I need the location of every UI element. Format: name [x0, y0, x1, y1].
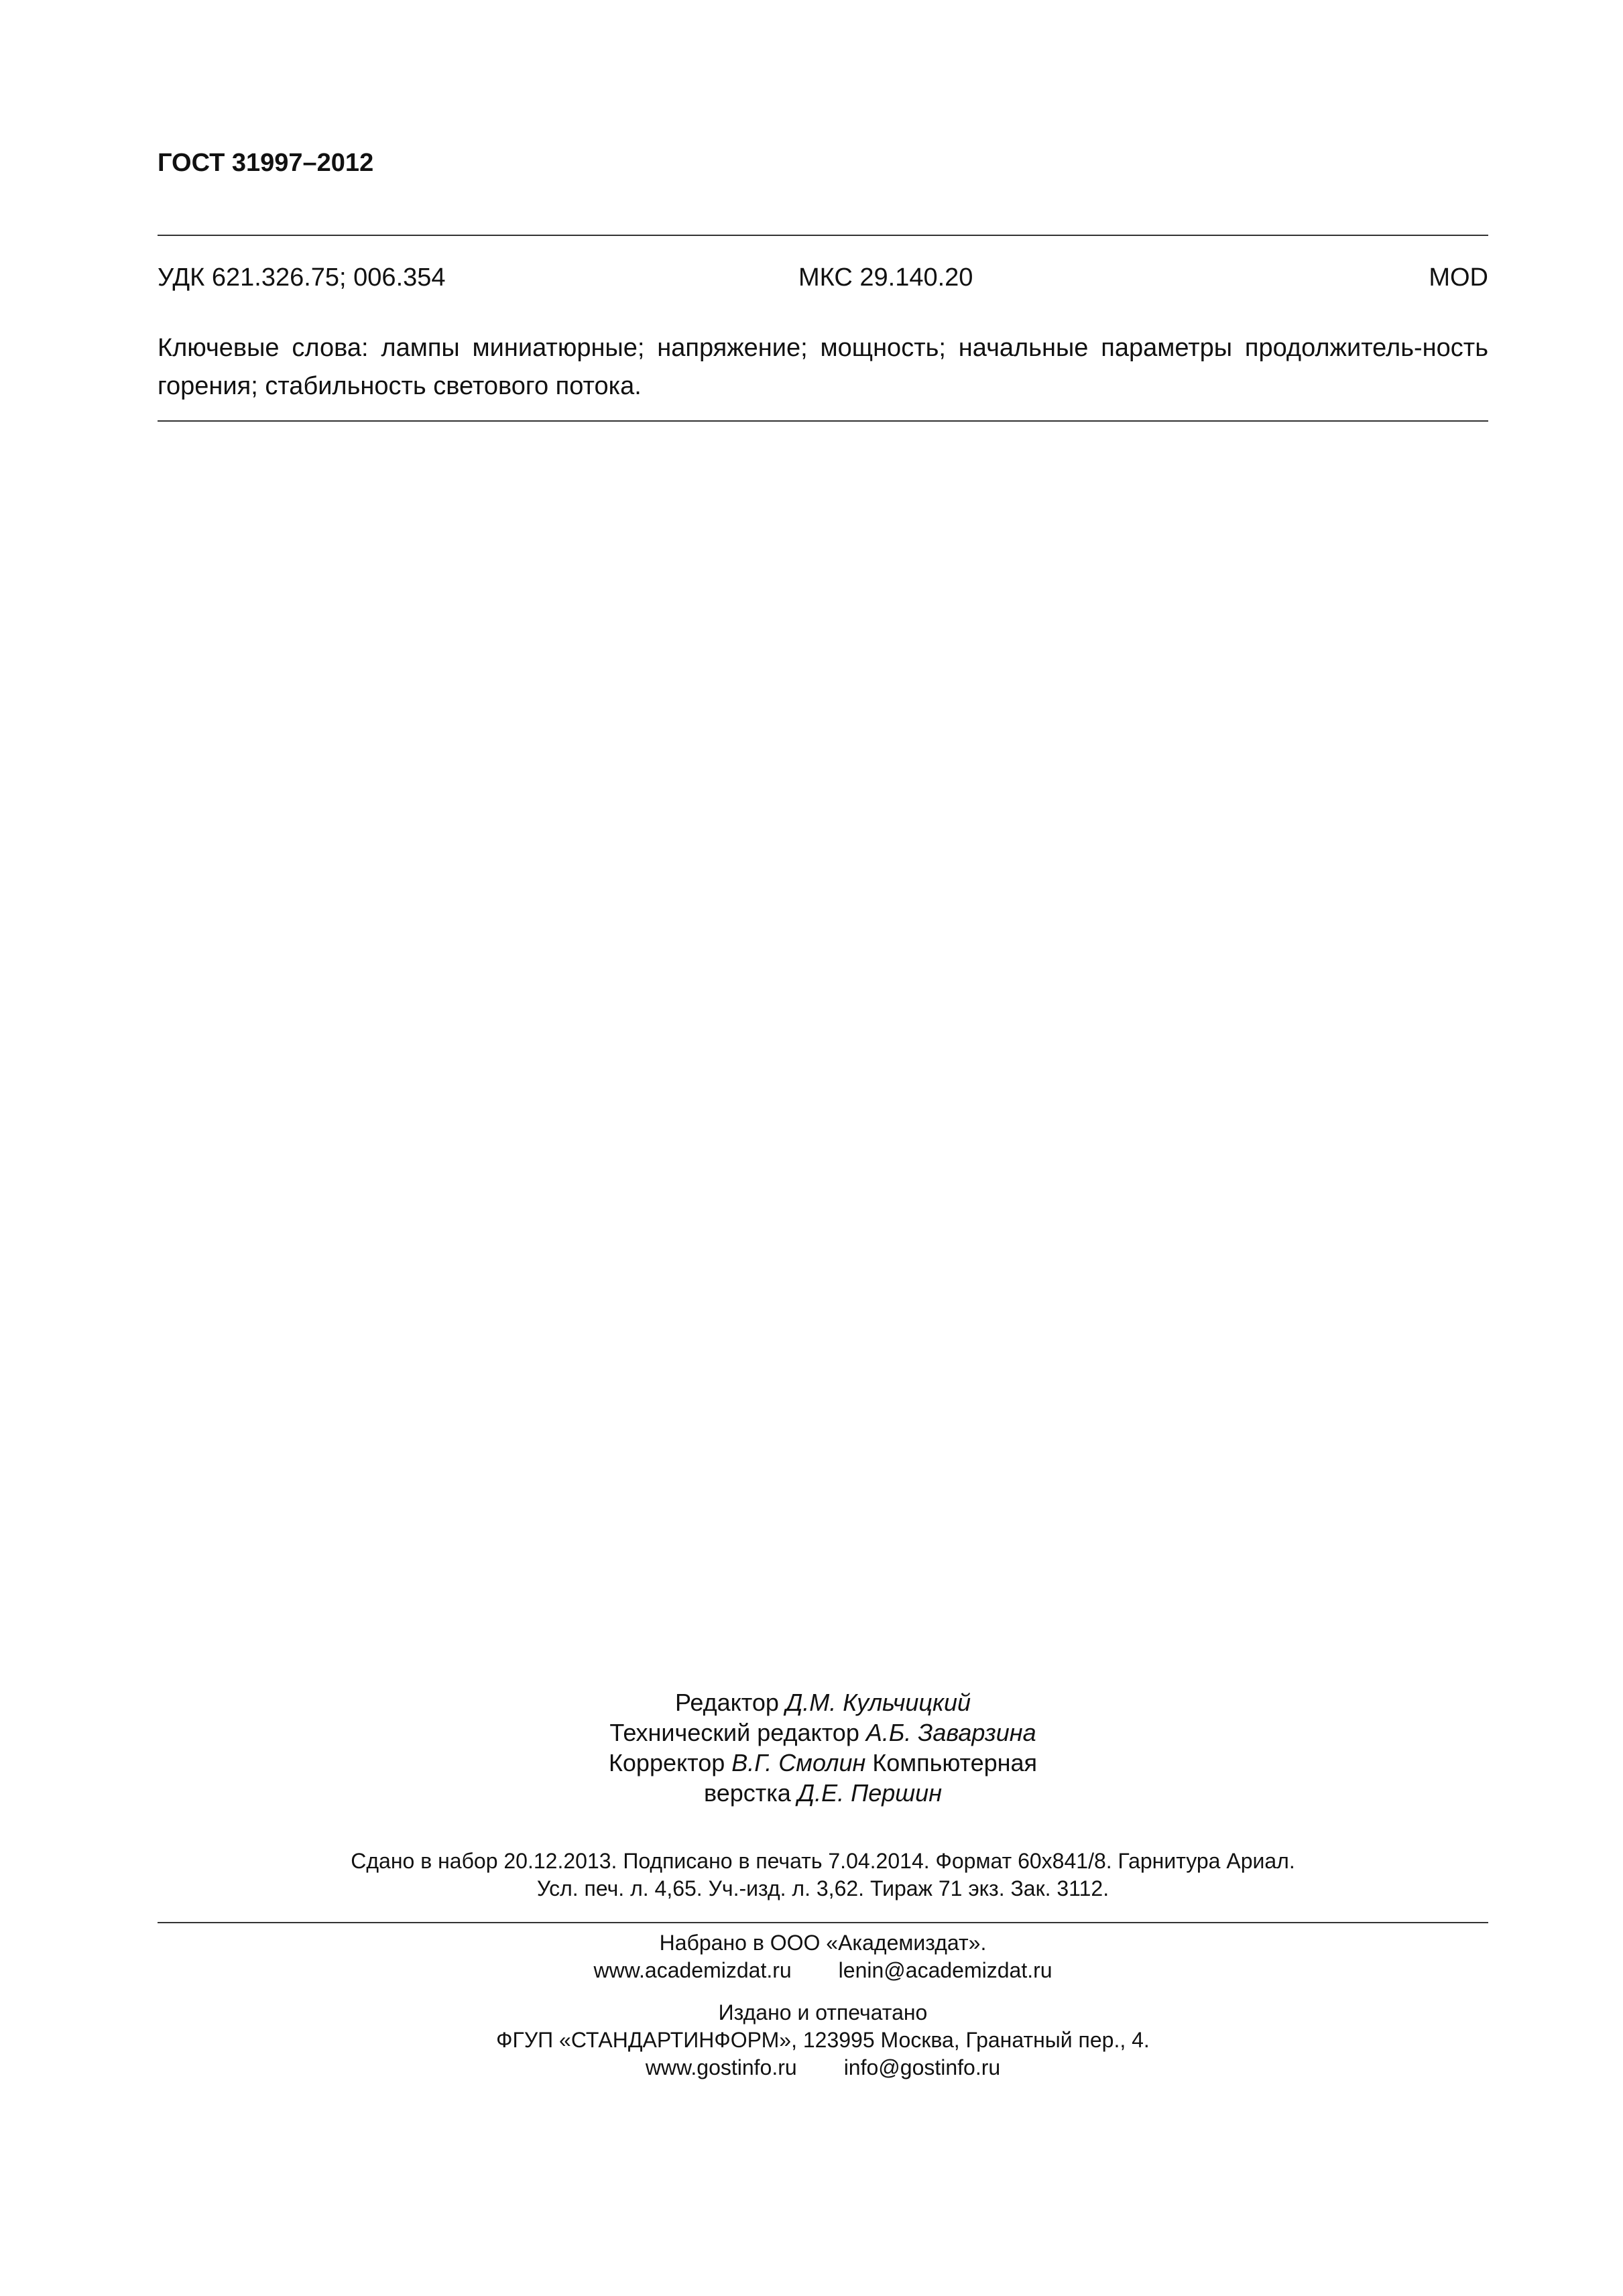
mod-label: MOD [1429, 263, 1488, 292]
imprint-block [158, 1848, 1488, 1902]
printer-contacts [158, 2054, 1488, 2081]
tech-editor-label: Технический редактор [609, 1719, 866, 1746]
layout-label-1: Компьютерная [865, 1749, 1038, 1776]
tech-editor-name: А.Б. Заварзина [865, 1719, 1036, 1746]
layout-label-2: верстка [703, 1779, 798, 1807]
mks-code: МКС 29.140.20 [798, 263, 973, 292]
publisher-block [158, 1929, 1488, 1984]
divider-imprint [158, 1922, 1488, 1923]
editor-name: Д.М. Кульчицкий [785, 1689, 971, 1716]
printer-block [158, 1999, 1488, 2081]
corrector-label: Корректор [608, 1749, 732, 1776]
publisher-email[interactable]: lenin@academizdat.ru [838, 1958, 1053, 1982]
imprint-line-1: Сдано в набор 20.12.2013. Подписано в печать 7.04.2014. Формат 60x841/8. Гарнитура Ариал. [351, 1849, 1295, 1873]
layout-line [158, 1778, 1488, 1808]
divider-top [158, 235, 1488, 236]
standard-code: ГОСТ 31997–2012 [158, 149, 374, 177]
divider-keywords [158, 420, 1488, 422]
publisher-contacts [158, 1957, 1488, 1984]
corrector-line [158, 1748, 1488, 1778]
publisher-website[interactable]: www.academizdat.ru [593, 1958, 792, 1982]
corrector-name: В.Г. Смолин [731, 1749, 866, 1776]
keywords: Ключевые слова: лампы миниатюрные; напряжение; мощность; начальные параметры продолжитель-ность горения; стабильность светового потока. [158, 334, 1488, 400]
editor-line [158, 1687, 1488, 1717]
printer-email[interactable]: info@gostinfo.ru [843, 2055, 1001, 2079]
printer-website[interactable]: www.gostinfo.ru [645, 2055, 797, 2079]
printer-line-1: Издано и отпечатано [718, 2000, 928, 2025]
imprint-line-2: Усл. печ. л. 4,65. Уч.-изд. л. 3,62. Тираж 71 экз. Зак. 3112. [536, 1876, 1109, 1900]
editor-label: Редактор [674, 1689, 786, 1716]
publisher-line-1: Набрано в ООО «Академиздат». [659, 1931, 987, 1955]
tech-editor-line [158, 1717, 1488, 1748]
udk-code: УДК 621.326.75; 006.354 [158, 263, 446, 292]
credits-block [158, 1687, 1488, 1808]
layout-name: Д.Е. Першин [797, 1779, 943, 1807]
printer-line-2: ФГУП «СТАНДАРТИНФОРМ», 123995 Москва, Гранатный пер., 4. [496, 2028, 1150, 2052]
classification-row [158, 263, 1488, 297]
